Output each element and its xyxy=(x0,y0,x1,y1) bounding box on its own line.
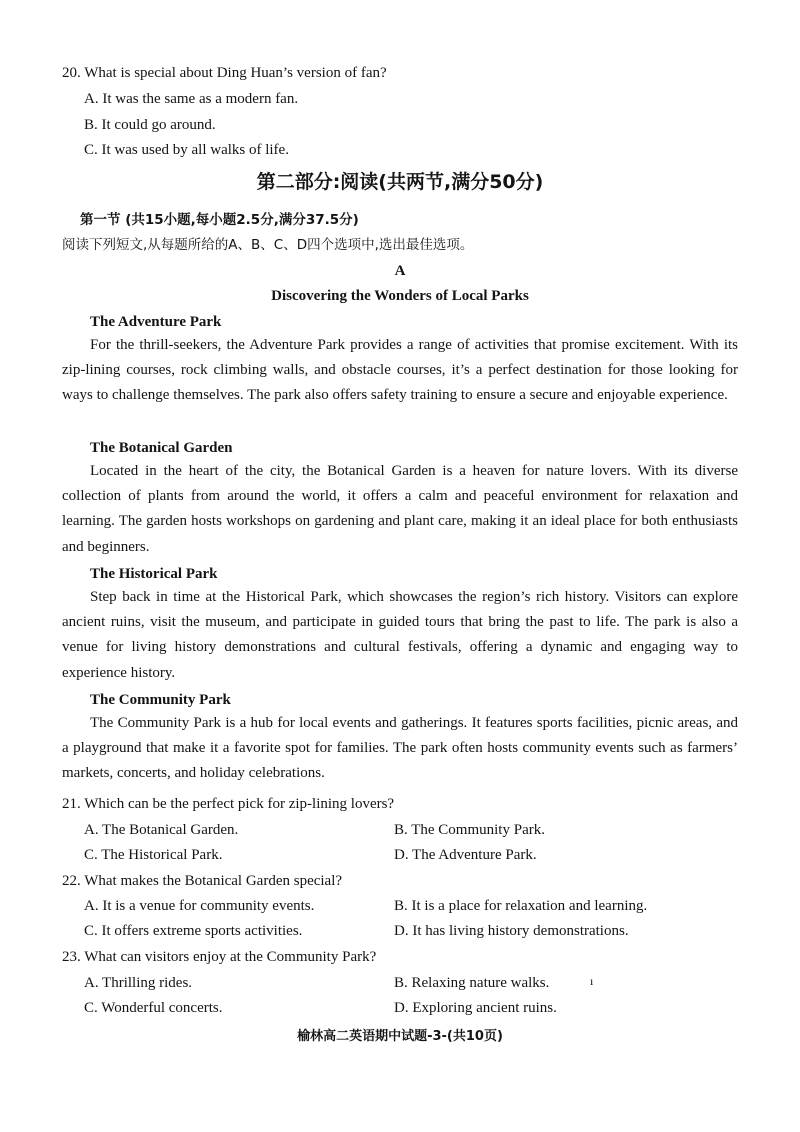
question-20-option-b: B. It could go around. xyxy=(84,117,216,133)
question-22-option-a: A. It is a venue for community events. xyxy=(84,898,315,914)
reading-instruction: 阅读下列短文,从每题所给的A、B、C、D四个选项中,选出最佳选项。 xyxy=(62,237,474,253)
question-20-option-a: A. It was the same as a modern fan. xyxy=(84,91,299,107)
question-22-option-c: C. It offers extreme sports activities. xyxy=(84,923,303,939)
part-two-title: 第二部分:阅读(共两节,满分50分) xyxy=(256,171,544,193)
paragraph-botanical-garden: Located in the heart of the city, the Botanical Garden is a heaven for nature lovers. With its diverse collection of plants from around the world, it offers a calm and peaceful environment for relaxation and learning. The garden hosts workshops on gardening and plant care, making it an ideal place for both enthusiasts and beginners. xyxy=(62,463,738,555)
section-heading-historical-park: The Historical Park xyxy=(90,566,218,582)
question-21-option-a: A. The Botanical Garden. xyxy=(84,822,239,838)
paragraph-adventure-park: For the thrill-seekers, the Adventure Park provides a range of activities that promise excitement. With its zip-lining courses, rock climbing walls, and obstacle courses, it’s a perfect destination for those looking for ways to challenge themselves. The park also offers safety training to ensure a secure and enjoyable experience. xyxy=(62,337,738,404)
paragraph-community-park: The Community Park is a hub for local events and gatherings. It features sports facilities, picnic areas, and a playground that make it a favorite spot for families. The park often hosts community events such as farmers’ markets, concerts, and holiday celebrations. xyxy=(62,715,738,782)
section-heading-community-park: The Community Park xyxy=(90,692,231,708)
question-23-option-a: A. Thrilling rides. xyxy=(84,975,193,991)
question-23-option-b: B. Relaxing nature walks. xyxy=(394,975,550,991)
stray-mark: ı xyxy=(590,974,594,988)
paragraph-historical-park: Step back in time at the Historical Park, which showcases the region’s rich history. Visitors can explore ancient ruins, visit the museum, and participate in guided tours that bring the past to life. The park is also a venue for living history demonstrations and cultural festivals, offering a dynamic and engaging way to experience history. xyxy=(62,589,738,681)
question-21: 21. Which can be the perfect pick for zip-lining lovers? xyxy=(62,796,395,812)
question-23: 23. What can visitors enjoy at the Community Park? xyxy=(62,949,377,965)
question-20-option-c: C. It was used by all walks of life. xyxy=(84,142,289,158)
question-21-option-c: C. The Historical Park. xyxy=(84,847,223,863)
question-22-option-d: D. It has living history demonstrations. xyxy=(394,923,629,939)
passage-title: Discovering the Wonders of Local Parks xyxy=(271,288,529,304)
question-22: 22. What makes the Botanical Garden special? xyxy=(62,873,343,889)
page-footer: 榆林高二英语期中试题-3-(共10页) xyxy=(297,1029,503,1044)
question-23-option-d: D. Exploring ancient ruins. xyxy=(394,1000,557,1016)
question-22-option-b: B. It is a place for relaxation and learning. xyxy=(394,898,648,914)
question-21-option-b: B. The Community Park. xyxy=(394,822,545,838)
section-heading-adventure-park: The Adventure Park xyxy=(90,314,222,330)
section-heading-botanical-garden: The Botanical Garden xyxy=(90,440,233,456)
question-21-option-d: D. The Adventure Park. xyxy=(394,847,537,863)
question-20: 20. What is special about Ding Huan’s version of fan? xyxy=(62,65,387,81)
section-one-heading: 第一节 (共15小题,每小题2.5分,满分37.5分) xyxy=(80,212,359,228)
question-23-option-c: C. Wonderful concerts. xyxy=(84,1000,223,1016)
passage-letter: A xyxy=(394,263,406,279)
